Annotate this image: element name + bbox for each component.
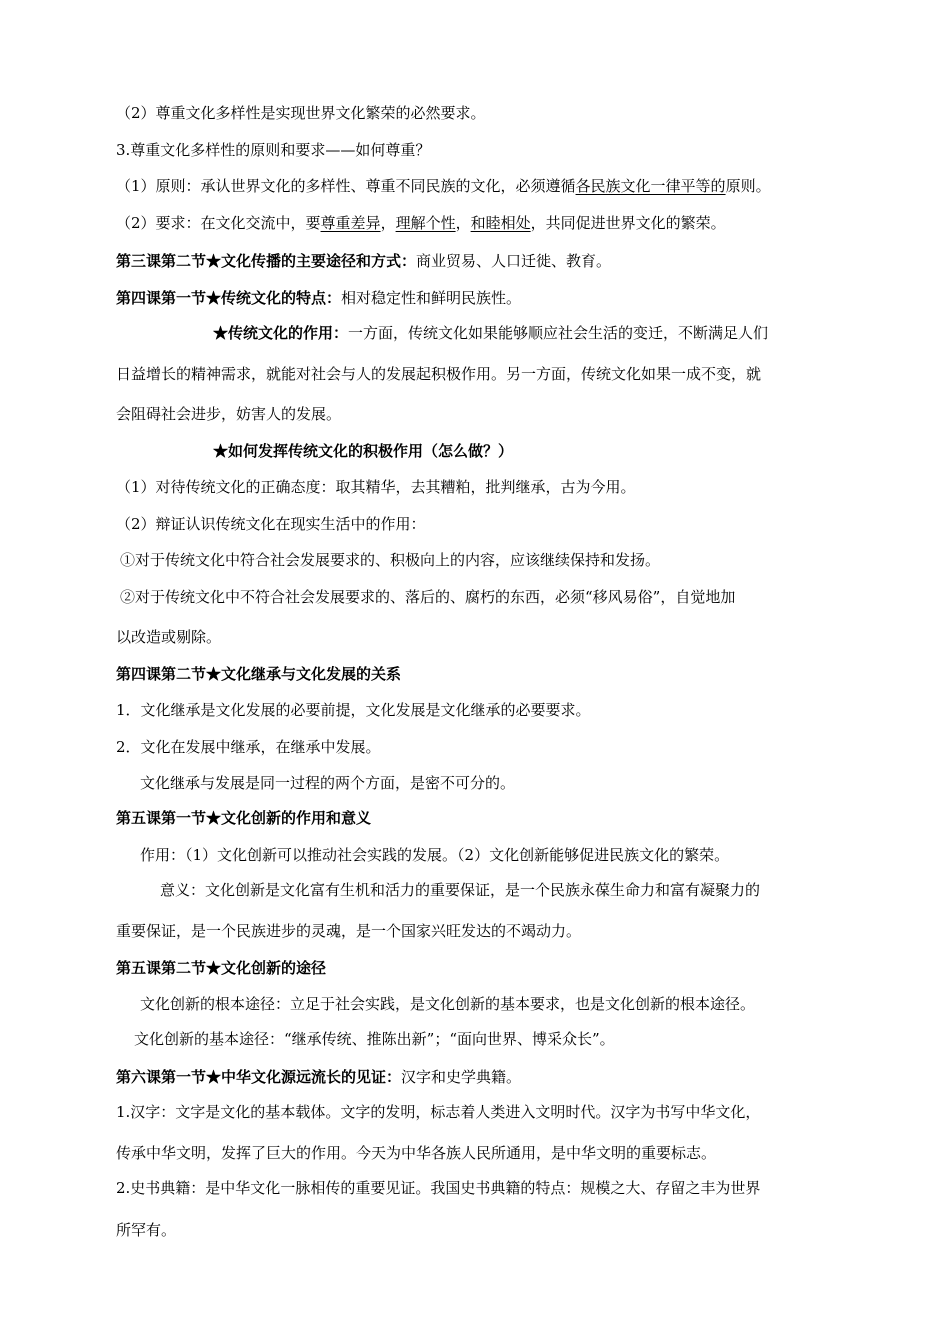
text-span: （1）原则：承认世界文化的多样性、尊重不同民族的文化，必须遵循 [116,177,576,195]
text-line: 日益增长的精神需求，就能对社会与人的发展起积极作用。另一方面，传统文化如果一成不变，就 [116,365,762,383]
text-line: 1．文化继承是文化发展的必要前提，文化发展是文化继承的必要要求。 [116,701,591,719]
underlined-text: 尊重差异 [320,214,381,232]
text-line [116,1067,840,1087]
text-line: ①对于传统文化中符合社会发展要求的、积极向上的内容，应该继续保持和发扬。 [120,551,661,569]
text-line: 文化创新的基本途径：“继承传统、推陈出新”；“面向世界、博采众长”。 [134,1030,615,1048]
text-line: （2）尊重文化多样性是实现世界文化繁荣的必然要求。 [116,104,486,122]
text-line: 2.史书典籍：是中华文化一脉相传的重要见证。我国史书典籍的特点：规模之大、存留之丰为世界 [116,1179,761,1197]
text-line: 3.尊重文化多样性的原则和要求——如何尊重？ [116,141,431,159]
text-line [116,213,840,233]
text-line: 以改造或剔除。 [116,628,222,646]
text-span: 原则。 [725,177,771,195]
section-heading: 第六课第一节★中华文化源远流长的见证： [116,1068,402,1086]
section-heading: 第四课第二节★文化继承与文化发展的关系 [116,665,402,683]
text-line [116,288,840,308]
text-span: 商业贸易、人口迁徙、教育。 [416,252,612,270]
section-heading: 第四课第一节★传统文化的特点： [116,289,342,307]
text-span: ，共同促进世界文化的繁荣。 [530,214,726,232]
text-span: 汉字和史学典籍。 [401,1068,522,1086]
text-span: 相对稳定性和鲜明民族性。 [341,289,522,307]
text-line [116,176,840,196]
text-line: ②对于传统文化中不符合社会发展要求的、落后的、腐朽的东西，必须“移风易俗”，自觉地加 [120,588,736,606]
section-heading: 第五课第二节★文化创新的途径 [116,959,327,977]
text-line: 所罕有。 [116,1221,177,1239]
text-line: 作用：（1）文化创新可以推动社会实践的发展。（2）文化创新能够促进民族文化的繁荣。 [140,846,730,864]
underlined-text: 各民族文化一律平等的 [575,177,726,195]
section-heading: 第五课第一节★文化创新的作用和意义 [116,809,372,827]
text-span: 一方面，传统文化如果能够顺应社会生活的变迁，不断满足人们 [348,324,769,342]
text-span: ， [380,214,396,232]
underlined-text: 和睦相处 [470,214,531,232]
underlined-text: 理解个性 [395,214,456,232]
text-line: 意义：文化创新是文化富有生机和活力的重要保证，是一个民族永葆生命力和富有凝聚力的 [160,881,761,899]
text-line: 传承中华文明，发挥了巨大的作用。今天为中华各族人民所通用，是中华文明的重要标志。 [116,1144,717,1162]
text-span: （2）要求：在文化交流中，要 [116,214,321,232]
text-line: 重要保证，是一个民族进步的灵魂，是一个国家兴旺发达的不竭动力。 [116,922,582,940]
text-line: （2）辩证认识传统文化在现实生活中的作用： [116,515,426,533]
section-heading: 第三课第二节★文化传播的主要途径和方式： [116,252,417,270]
text-line: 文化创新的根本途径：立足于社会实践，是文化创新的基本要求，也是文化创新的根本途径。 [140,995,756,1013]
text-line [213,323,840,343]
text-line: 2．文化在发展中继承，在继承中发展。 [116,738,381,756]
text-span: ， [455,214,471,232]
subsection-heading: ★如何发挥传统文化的积极作用（怎么做？） [213,442,514,460]
text-line: 文化继承与发展是同一过程的两个方面，是密不可分的。 [140,774,516,792]
subsection-heading: ★传统文化的作用： [213,324,349,342]
text-line: 1.汉字：文字是文化的基本载体。文字的发明，标志着人类进入文明时代。汉字为书写中华文化， [116,1103,761,1121]
text-line: （1）对待传统文化的正确态度：取其精华，去其糟粕，批判继承，古为今用。 [116,478,636,496]
text-line [116,251,840,271]
text-line: 会阻碍社会进步，妨害人的发展。 [116,405,342,423]
